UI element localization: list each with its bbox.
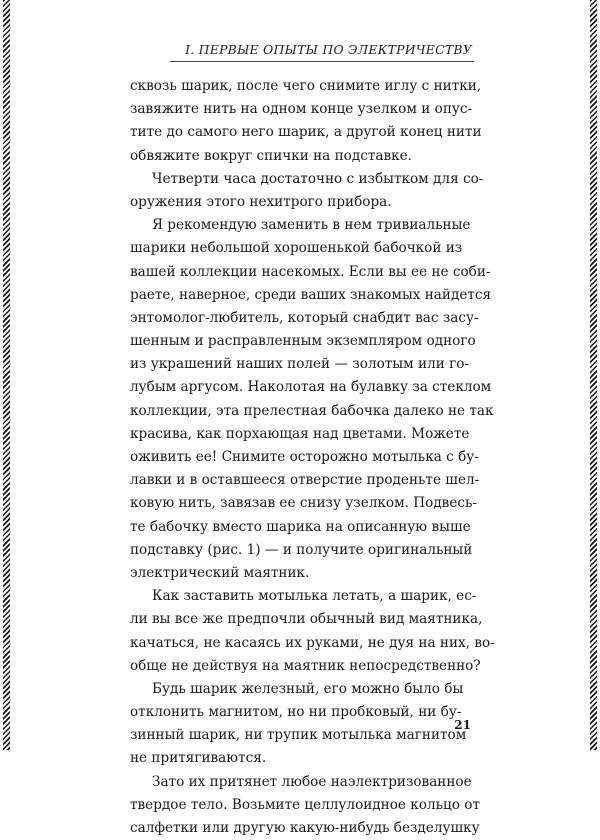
text-line: Я рекомендую заменить в нем тривиальные [152,217,471,234]
header-rule [170,61,474,62]
text-line: красива, как порхающая над цветами. Можете [130,425,470,442]
text-line: оружения этого нехитрого прибора. [130,193,392,210]
text-line: зинный шарик, ни трупик мотылька магнитом [130,727,467,744]
text-line: Как заставить мотылька летать, а шарик, ес- [152,588,477,605]
text-line: энтомолог-любитель, который снабдит вас засу- [130,309,479,326]
page-number: 21 [454,718,471,732]
text-line: Зато их притянет любое наэлектризованное [152,773,472,790]
text-line: обвяжите вокруг спички на подставке. [130,147,412,164]
text-line: Четверти часа достаточно с избытком для со- [152,170,484,187]
text-line: из украшений наших полей — золотым или го- [130,356,469,373]
text-line: шенным и расправленным экземпляром одного [130,333,476,350]
text-line: Будь шарик железный, его можно было бы [152,680,464,697]
text-line: ли вы все же предпочли обычный вид маятника, [130,611,483,628]
text-line: лавки и в оставшееся отверстие проденьте шел- [130,472,480,489]
text-line: не притягиваются. [130,750,267,767]
right-decorative-border [590,0,597,750]
text-line: коллекции, эта прелестная бабочка далеко не так [130,402,494,419]
text-line: обще не действуя на маятник непосредственно? [130,657,481,674]
left-decorative-border [3,0,10,750]
text-line: подставку (рис. 1) — и получите оригинальный [130,541,473,558]
running-header: I. ПЕРВЫЕ ОПЫТЫ ПО ЭЛЕКТРИЧЕСТВУ [185,42,472,57]
text-line: тите до самого него шарик, а другой конец нити [130,124,482,141]
text-line: отклонить магнитом, но ни пробковый, ни бу- [130,704,462,721]
text-line: шарики небольшой хорошенькой бабочкой из [130,240,463,257]
text-line: твердое тело. Возьмите целлулоидное кольцо от [130,796,480,813]
text-line: раете, наверное, среди ваших знакомых найдется [130,286,492,303]
text-line: салфетки или другую какую-нибудь безделушку [130,820,480,836]
text-line: качаться, не касаясь их руками, не дуя на них, во- [130,634,495,651]
text-line: те бабочку вместо шарика на описанную выше [130,518,471,535]
text-line: оживить ее! Снимите осторожно мотылька с бу- [130,449,479,465]
text-line: лубым аргусом. Наколотая на булавку за стеклом [130,379,492,396]
text-line: ковую нить, завязав ее снизу узелком. Подвесь- [130,495,477,512]
text-line: сквозь шарик, после чего снимите иглу с нитки, [130,78,482,94]
text-line: вашей коллекции насекомых. Если вы ее не соби- [130,263,491,280]
text-line: завяжите нить на одном конце узелком и опус- [130,101,473,118]
text-line: электрический маятник. [130,564,310,581]
